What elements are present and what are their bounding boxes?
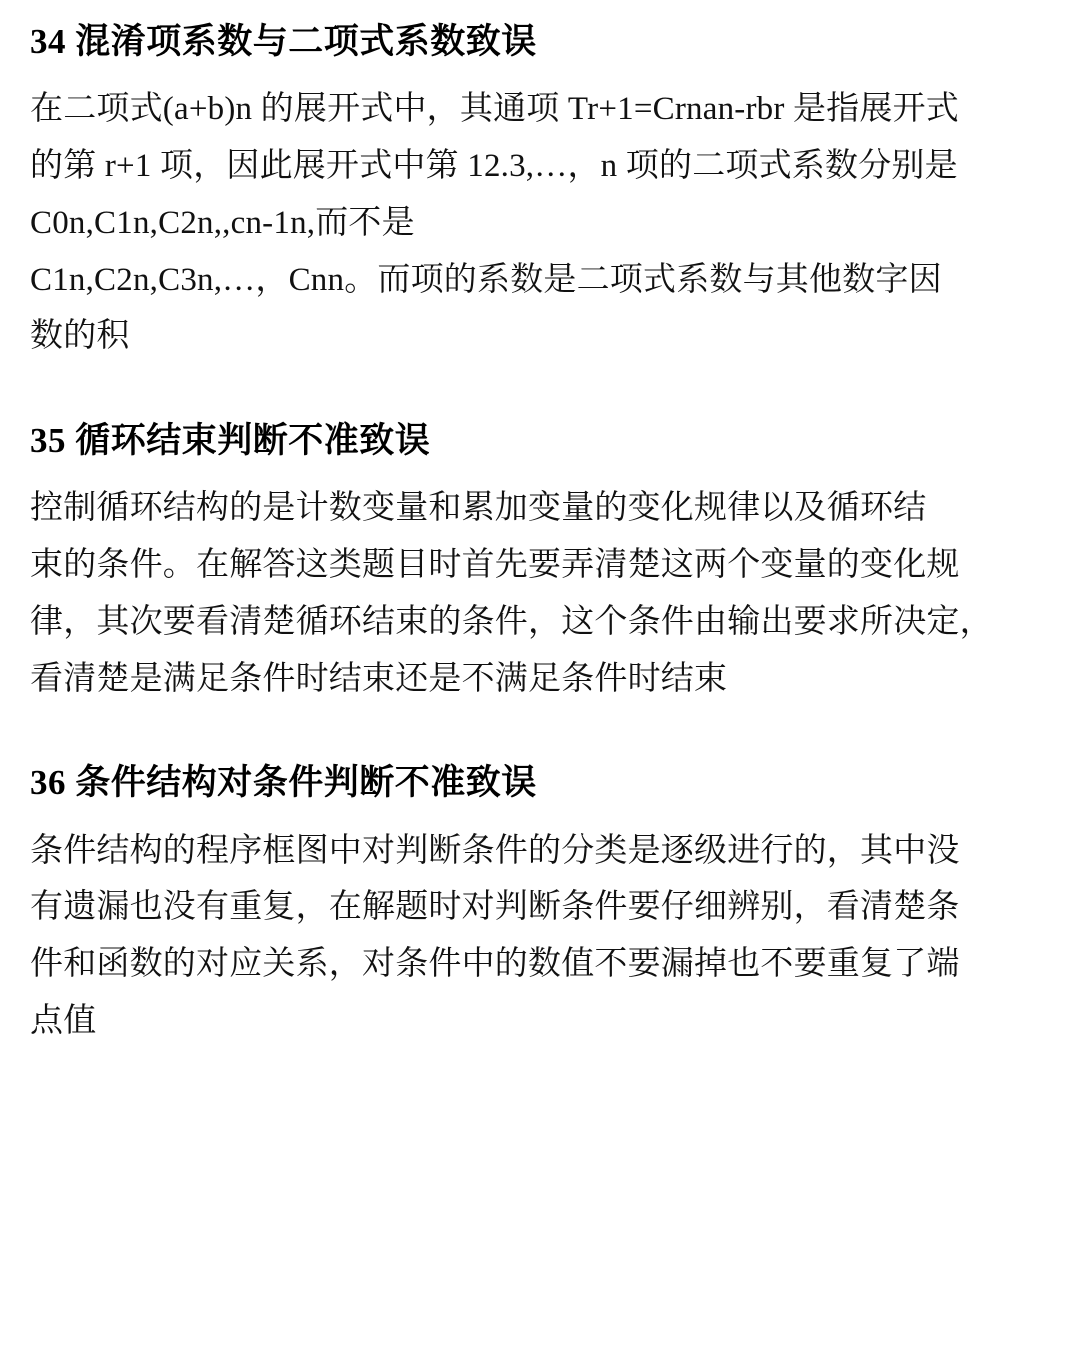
body-line: 数的积 bbox=[30, 318, 130, 355]
body-line: 控制循环结构的是计数变量和累加变量的变化规律以及循环结 bbox=[30, 490, 927, 527]
section-body bbox=[30, 823, 1050, 1050]
body-line: 条件结构的程序框图中对判断条件的分类是逐级进行的，其中没 bbox=[30, 832, 960, 869]
section-heading: 35 循环结束判断不准致误 bbox=[30, 421, 431, 460]
section-body bbox=[30, 81, 1050, 365]
section-heading: 34 混淆项系数与二项式系数致误 bbox=[30, 22, 537, 61]
body-line: C0n,C1n,C2n,,cn-1n,而不是 bbox=[30, 204, 415, 241]
section-35 bbox=[30, 417, 1050, 707]
section-34 bbox=[30, 18, 1050, 365]
body-line: 点值 bbox=[30, 1002, 97, 1039]
body-line: 束的条件。在解答这类题目时首先要弄清楚这两个变量的变化规 bbox=[30, 547, 960, 583]
section-36 bbox=[30, 759, 1050, 1049]
section-body bbox=[30, 480, 1050, 707]
body-line: 有遗漏也没有重复，在解题时对判断条件要仔细辨别，看清楚条 bbox=[30, 889, 960, 926]
body-line: 在二项式(a+b)n 的展开式中，其通项 Tr+1=Crnan-rbr 是指展开式 bbox=[30, 91, 960, 128]
section-heading: 36 条件结构对条件判断不准致误 bbox=[30, 763, 537, 803]
body-line: 律，其次要看清楚循环结束的条件，这个条件由输出要求所决定， bbox=[30, 603, 993, 640]
body-line: 的第 r+1 项，因此展开式中第 12.3,…，n 项的二项式系数分别是 bbox=[30, 148, 958, 184]
body-line: C1n,C2n,C3n,…，Cnn。而项的系数是二项式系数与其他数字因 bbox=[30, 261, 942, 298]
body-line: 看清楚是满足条件时结束还是不满足条件时结束 bbox=[30, 660, 728, 697]
body-line: 件和函数的对应关系，对条件中的数值不要漏掉也不要重复了端 bbox=[30, 946, 960, 982]
